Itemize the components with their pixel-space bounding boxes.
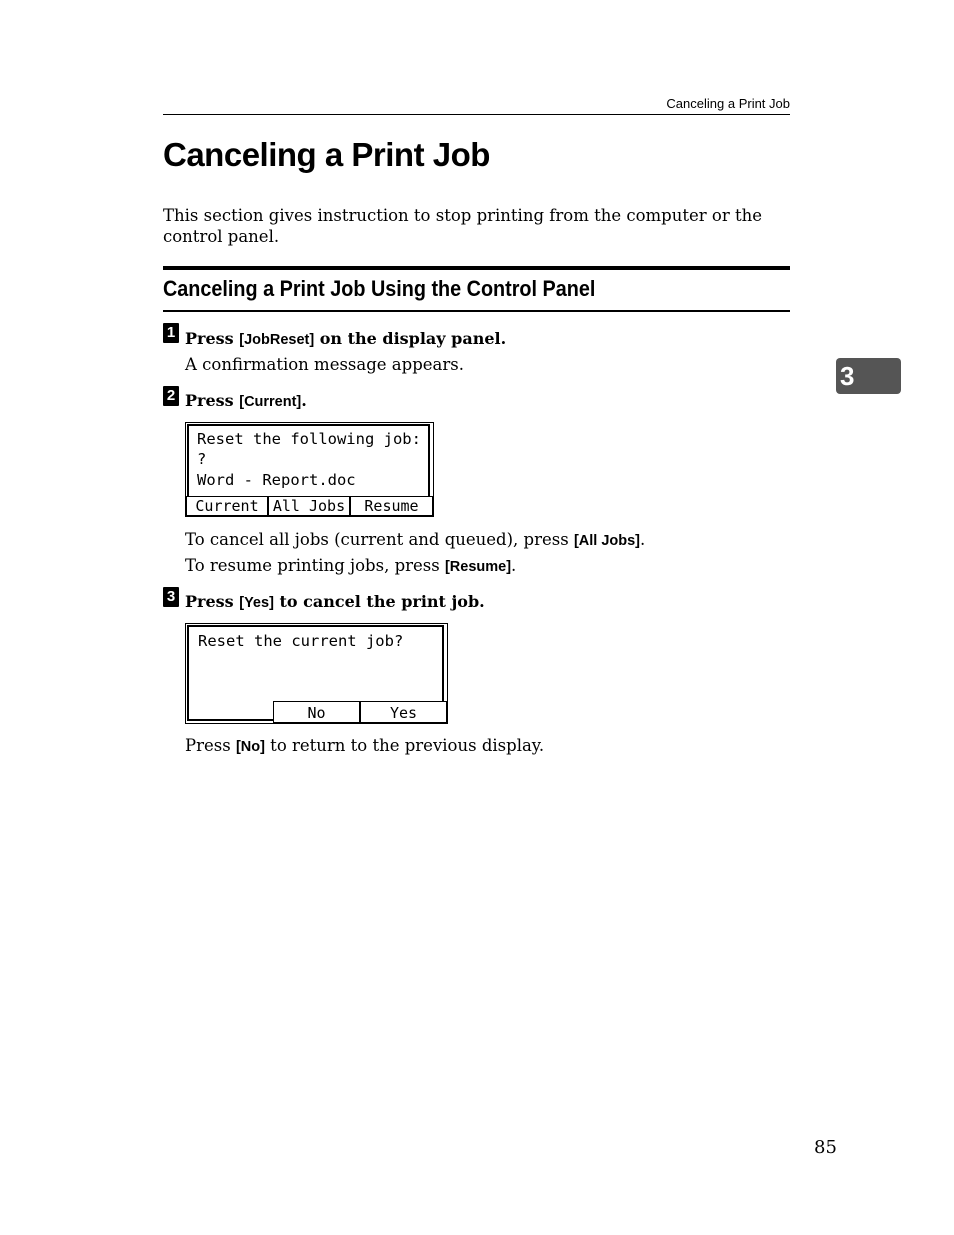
display-panel-reset-current — [185, 623, 448, 724]
all-jobs-note — [185, 530, 645, 549]
display-1-line-2: ? — [197, 450, 207, 468]
display-1-line-1: Reset the following job: — [197, 430, 421, 448]
step-2-badge: 2 — [163, 386, 179, 406]
step-3-instruction — [185, 592, 485, 611]
step-1-post: on the display panel. — [314, 329, 507, 348]
section-title: Canceling a Print Job Using the Control Panel — [163, 276, 596, 301]
yes-key-label: [Yes] — [239, 595, 274, 611]
no-note — [185, 736, 544, 755]
step-1-badge: 1 — [163, 323, 179, 343]
resume-note — [185, 556, 516, 575]
resume-note-pre: To resume printing jobs, press — [185, 556, 445, 575]
display-1-line-3: Word - Report.doc — [197, 471, 356, 489]
no-note-pre: Press — [185, 736, 236, 755]
no-note-post: to return to the previous display. — [264, 736, 545, 755]
intro-paragraph: This section gives instruction to stop printing from the computer or the control panel. — [163, 206, 762, 246]
display-current-button[interactable]: Current — [186, 496, 268, 516]
display-resume-button[interactable]: Resume — [350, 496, 433, 516]
step-1-pre: Press — [185, 329, 240, 348]
all-jobs-note-pre: To cancel all jobs (current and queued), press — [185, 530, 574, 549]
jobreset-key-label: [JobReset] — [239, 332, 315, 348]
step-2-pre: Press — [185, 391, 240, 410]
step-3-badge: 3 — [163, 587, 179, 607]
header-rule — [163, 114, 790, 115]
resume-key-label: [Resume] — [444, 559, 512, 575]
step-2-instruction — [185, 391, 307, 410]
page-title: Canceling a Print Job — [163, 136, 490, 173]
all-jobs-note-post: . — [640, 530, 646, 549]
current-key-label: [Current] — [239, 394, 302, 410]
display-all-jobs-button[interactable]: All Jobs — [268, 496, 350, 516]
step-2-post: . — [301, 391, 307, 410]
no-key-label: [No] — [235, 739, 265, 755]
display-panel-reset-following — [185, 422, 434, 517]
page-number: 85 — [814, 1137, 837, 1158]
step-1-instruction — [185, 329, 506, 348]
section-rule-bottom — [163, 310, 790, 312]
step-3-pre: Press — [185, 592, 240, 611]
resume-note-post: . — [511, 556, 517, 575]
display-yes-button[interactable]: Yes — [360, 701, 447, 723]
step-3-post: to cancel the print job. — [273, 592, 485, 611]
chapter-tab: 3 — [836, 358, 901, 394]
display-1-screen — [187, 424, 430, 498]
step-1-note: A confirmation message appears. — [185, 355, 464, 374]
all-jobs-key-label: [All Jobs] — [573, 533, 641, 549]
running-header: Canceling a Print Job — [666, 96, 790, 111]
section-rule-top — [163, 266, 790, 270]
display-2-line-1: Reset the current job? — [198, 632, 404, 650]
display-no-button[interactable]: No — [273, 701, 360, 723]
